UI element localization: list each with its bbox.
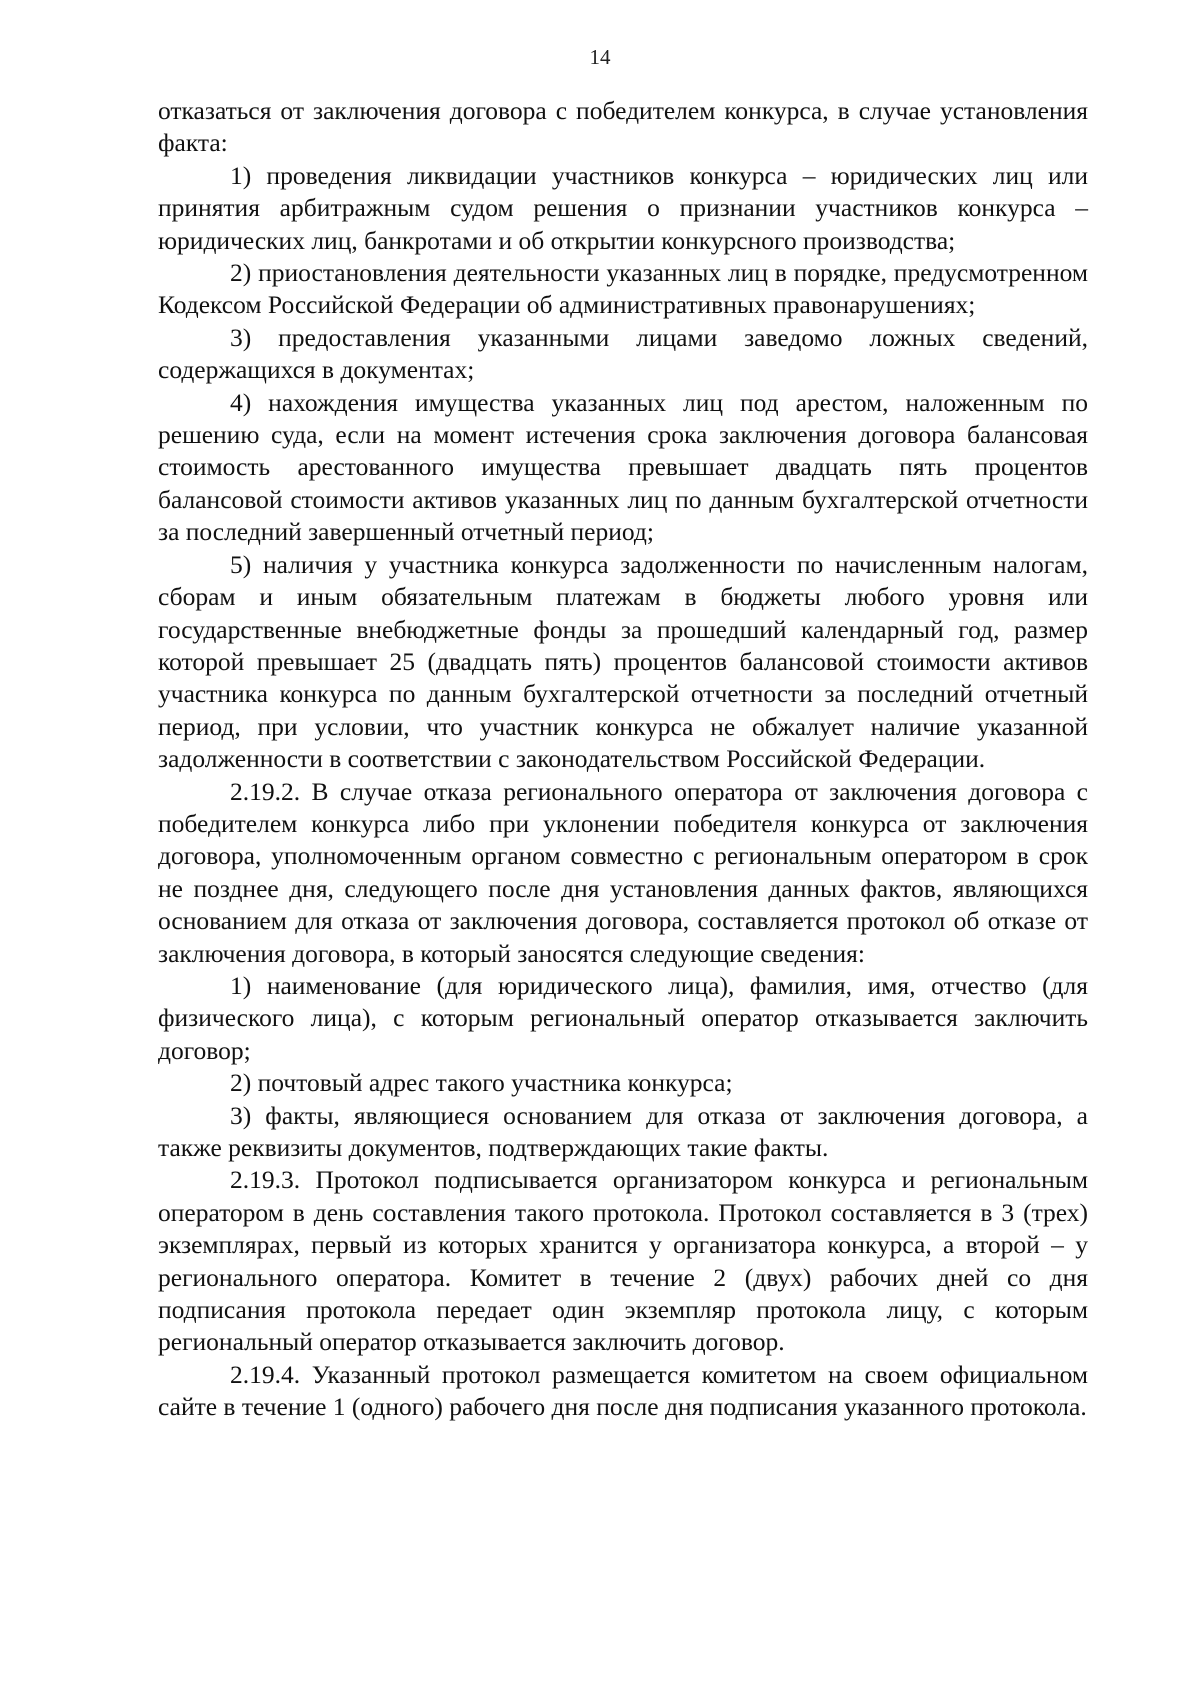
clause-2-19-2-item-1: 1) наименование (для юридического лица), фамилия, имя, отчество (для физического лица), с которым региональный оператор отказывается заключить договор; — [158, 970, 1088, 1065]
document-body — [158, 95, 1088, 1424]
clause-2-19-2: 2.19.2. В случае отказа регионального оператора от заключения договора с победителем конкурса либо при уклонении победителя конкурса от заключения договора, уполномоченным органом совместно с региональным оператором в срок не позднее дня, следующего после дня установления данных фактов, являющихся основанием для отказа от заключения договора, составляется протокол об отказе от заключения договора, в который заносятся следующие сведения: — [158, 776, 1088, 968]
page-number: 14 — [589, 45, 611, 69]
clause-2-19-2-item-3: 3) факты, являющиеся основанием для отказа от заключения договора, а также реквизиты документов, подтверждающих такие факты. — [158, 1100, 1088, 1162]
list-item-1: 1) проведения ликвидации участников конкурса – юридических лиц или принятия арбитражным судом решения о признании участников конкурса – юридических лиц, банкротами и об открытии конкурсного производства; — [158, 160, 1088, 255]
clause-2-19-3: 2.19.3. Протокол подписывается организатором конкурса и региональным оператором в день составления такого протокола. Протокол составляется в 3 (трех) экземплярах, первый из которых хранится у организатора конкурса, а второй – у регионального оператора. Комитет в течение 2 (двух) рабочих дней со дня подписания протокола передает один экземпляр протокола лицу, с которым региональный оператор отказывается заключить договор. — [158, 1165, 1088, 1357]
list-item-2: 2) приостановления деятельности указанных лиц в порядке, предусмотренном Кодексом Российской Федерации об административных правонарушениях; — [158, 258, 1088, 320]
clause-2-19-2-item-2: 2) почтовый адрес такого участника конкурса; — [230, 1068, 733, 1098]
paragraph-continuation: отказаться от заключения договора с победителем конкурса, в случае установления факта: — [158, 96, 1088, 158]
clause-2-19-4: 2.19.4. Указанный протокол размещается комитетом на своем официальном сайте в течение 1 (одного) рабочего дня после дня подписания указанного протокола. — [158, 1359, 1088, 1422]
list-item-5: 5) наличия у участника конкурса задолженности по начисленным налогам, сборам и иным обязательным платежам в бюджеты любого уровня или государственные внебюджетные фонды за прошедший календарный год, размер которой превышает 25 (двадцать пять) процентов балансовой стоимости активов участника конкурса по данным бухгалтерской отчетности за последний отчетный период, при условии, что участник конкурса не обжалует наличие указанной задолженности в соответствии с законодательством Российской Федерации. — [158, 549, 1088, 774]
list-item-4: 4) нахождения имущества указанных лиц под арестом, наложенным по решению суда, если на момент истечения срока заключения договора балансовая стоимость арестованного имущества превышает двадцать пять процентов балансовой стоимости активов указанных лиц по данным бухгалтерской отчетности за последний завершенный отчетный период; — [158, 387, 1088, 547]
list-item-3: 3) предоставления указанными лицами заведомо ложных сведений, содержащихся в документах; — [158, 322, 1088, 385]
